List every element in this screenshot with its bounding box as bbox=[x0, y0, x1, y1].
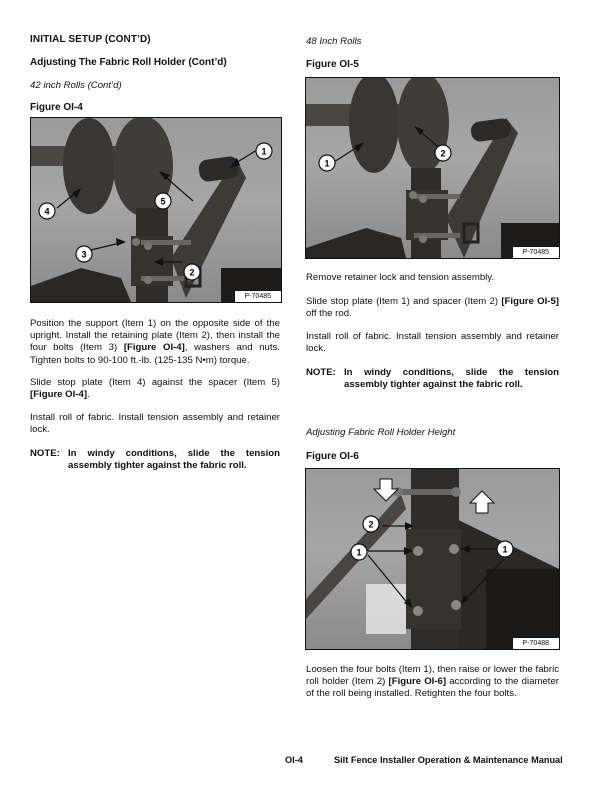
paragraph-text: Position the support (Item 1) on the opposite side of the upright. Install the retaining plate (Item 2), then install the four bolts (Item 3) bbox=[30, 318, 280, 354]
paragraph-install-roll-2: Install roll of fabric. Install tension assembly and retainer lock. bbox=[306, 331, 559, 355]
svg-text:3: 3 bbox=[81, 249, 87, 260]
paragraph-text: according to the diameter of the roll being installed. Retighten the four bolts. bbox=[306, 676, 559, 700]
figure-reference: [Figure OI-4] bbox=[30, 389, 88, 401]
figure-oi-6-illustration bbox=[306, 469, 559, 649]
manual-title: Silt Fence Installer Operation & Maintenance Manual bbox=[334, 755, 563, 765]
paragraph-text: Slide stop plate (Item 4) against the spacer (Item 5) bbox=[30, 377, 280, 388]
figure-label-oi-6: Figure OI-6 bbox=[306, 451, 359, 462]
note-label: NOTE: bbox=[306, 367, 336, 378]
figure-oi-6 bbox=[305, 468, 560, 650]
italic-heading-48-inch: 48 Inch Rolls bbox=[306, 36, 362, 47]
paragraph-install-roll: Install roll of fabric. Install tension assembly and retainer lock. bbox=[30, 412, 280, 436]
svg-text:1: 1 bbox=[356, 547, 362, 558]
figure-reference: [Figure OI-5] bbox=[501, 296, 560, 307]
svg-text:1: 1 bbox=[502, 544, 508, 555]
section-title: INITIAL SETUP (CONT’D) bbox=[30, 34, 151, 45]
figure-label-oi-5: Figure OI-5 bbox=[306, 59, 359, 70]
paragraph-position-support bbox=[30, 318, 280, 367]
note-text: In windy conditions, slide the tension assembly tighter against the fabric roll. bbox=[344, 367, 559, 391]
photo-code: P-70485 bbox=[234, 290, 281, 302]
paragraph-slide-stop-plate bbox=[30, 377, 280, 401]
photo-code: P-70485 bbox=[512, 246, 559, 258]
figure-label-oi-4: Figure OI-4 bbox=[30, 102, 83, 113]
figure-oi-5-illustration bbox=[306, 78, 559, 258]
svg-text:2: 2 bbox=[440, 148, 446, 159]
page-number: OI-4 bbox=[285, 755, 303, 765]
photo-code: P-70488 bbox=[512, 637, 559, 649]
paragraph-text: , washers and nuts. Tighten bolts to 90-100 ft.-lb. (125-135 N•m) torque. bbox=[30, 342, 281, 366]
note-windy-conditions-2 bbox=[306, 367, 559, 391]
paragraph-slide-stop-plate-2 bbox=[306, 296, 559, 320]
paragraph-text: Loosen the four bolts (Item 1), then raise or lower the fabric roll holder (Item 2) bbox=[306, 664, 559, 688]
note-windy-conditions bbox=[30, 448, 280, 472]
figure-reference: [Figure OI-4] bbox=[123, 342, 185, 354]
paragraph-loosen-bolts bbox=[306, 664, 559, 701]
figure-oi-4-illustration bbox=[31, 118, 281, 302]
svg-text:5: 5 bbox=[160, 196, 166, 207]
paragraph-remove-retainer: Remove retainer lock and tension assembly. bbox=[306, 272, 495, 283]
svg-text:1: 1 bbox=[324, 158, 330, 169]
figure-oi-4 bbox=[30, 117, 282, 303]
svg-text:2: 2 bbox=[189, 267, 195, 278]
figure-oi-5 bbox=[305, 77, 560, 259]
subsection-title: Adjusting The Fabric Roll Holder (Cont’d) bbox=[30, 57, 227, 68]
svg-text:1: 1 bbox=[261, 146, 267, 157]
italic-heading-42-inch: 42 inch Rolls (Cont’d) bbox=[30, 80, 122, 91]
paragraph-text: off the rod. bbox=[306, 308, 352, 320]
paragraph-text: . bbox=[87, 389, 90, 401]
svg-text:4: 4 bbox=[44, 206, 50, 217]
paragraph-text: Slide stop plate (Item 1) and spacer (Item 2) bbox=[306, 296, 502, 307]
svg-text:2: 2 bbox=[368, 519, 374, 530]
note-text: In windy conditions, slide the tension assembly tighter against the fabric roll. bbox=[68, 448, 280, 472]
note-label: NOTE: bbox=[30, 448, 60, 459]
italic-heading-holder-height: Adjusting Fabric Roll Holder Height bbox=[306, 427, 456, 438]
figure-reference: [Figure OI-6] bbox=[388, 676, 447, 688]
